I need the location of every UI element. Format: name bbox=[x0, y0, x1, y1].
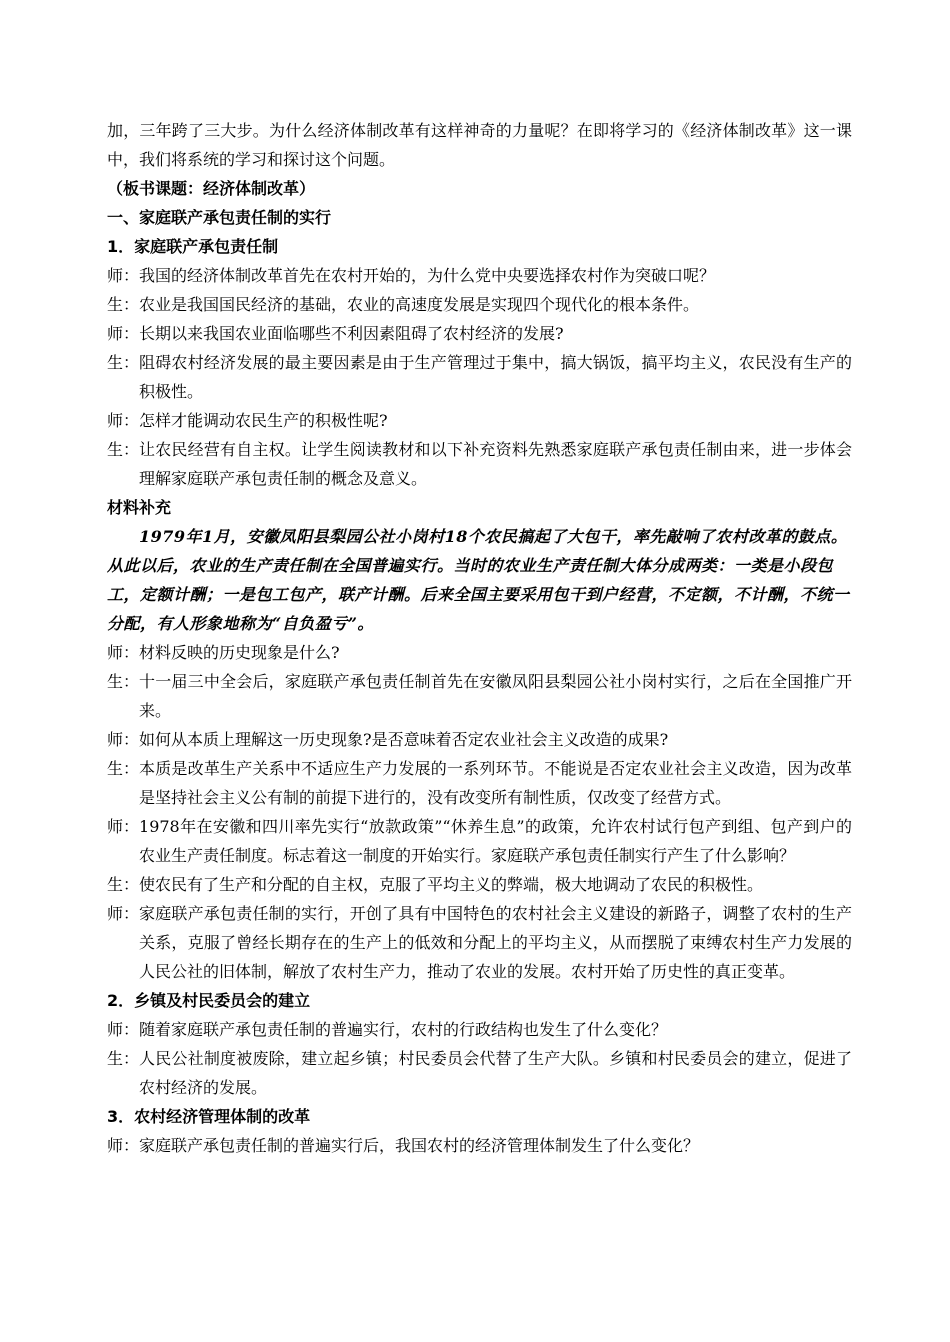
dialogue-line bbox=[107, 1131, 852, 1160]
speaker-label: 师： bbox=[107, 1020, 140, 1039]
dialogue-text: 家庭联产承包责任制的实行，开创了具有中国特色的农村社会主义建设的新路子，调整了农村的生产关系，克服了曾经长期存在的生产上的低效和分配上的平均主义，从而摆脱了束缚农村生产力发展的人民公社的旧体制，解放了农村生产力，推动了农业的发展。农村开始了历史性的真正变革。 bbox=[139, 904, 852, 981]
speaker-label: 生： bbox=[107, 759, 140, 778]
speaker-label: 生： bbox=[107, 672, 140, 691]
dialogue-line bbox=[107, 406, 852, 435]
speaker-label: 师： bbox=[107, 324, 140, 343]
speaker-label: 师： bbox=[107, 1136, 140, 1155]
speaker-label: 师： bbox=[107, 817, 140, 836]
subsection-title-1: 1．家庭联产承包责任制 bbox=[107, 237, 279, 256]
dialogue-line bbox=[107, 870, 852, 899]
dialogue-line bbox=[107, 261, 852, 290]
dialogue-block-3 bbox=[107, 1015, 852, 1102]
dialogue-line bbox=[107, 1015, 852, 1044]
dialogue-text: 材料反映的历史现象是什么? bbox=[139, 643, 340, 662]
dialogue-text: 长期以来我国农业面临哪些不利因素阻碍了农村经济的发展? bbox=[139, 324, 564, 343]
board-title: （板书课题：经济体制改革） bbox=[107, 179, 316, 198]
dialogue-line bbox=[107, 638, 852, 667]
dialogue-line bbox=[107, 812, 852, 870]
dialogue-line bbox=[107, 754, 852, 812]
material-text: 1979年1月，安徽凤阳县梨园公社小岗村18个农民搞起了大包干，率先敲响了农村改革的鼓点。从此以后，农业的生产责任制在全国普遍实行。当时的农业生产责任制大体分成两类：一类是小段包工，定额计酬；一是包工包产，联产计酬。后来全国主要采用包干到户经营，不定额，不计酬，不统一分配，有人形象地称为“自负盈亏”。 bbox=[107, 527, 850, 633]
intro-paragraph: 加，三年跨了三大步。为什么经济体制改革有这样神奇的力量呢？在即将学习的《经济体制改革》这一课中，我们将系统的学习和探讨这个问题。 bbox=[107, 121, 852, 169]
dialogue-text: 人民公社制度被废除，建立起乡镇；村民委员会代替了生产大队。乡镇和村民委员会的建立，促进了农村经济的发展。 bbox=[139, 1049, 852, 1097]
subsection-title-3: 3．农村经济管理体制的改革 bbox=[107, 1107, 311, 1126]
dialogue-text: 我国的经济体制改革首先在农村开始的，为什么党中央要选择农村作为突破口呢？ bbox=[139, 266, 716, 285]
dialogue-text: 怎样才能调动农民生产的积极性呢? bbox=[139, 411, 388, 430]
speaker-label: 生： bbox=[107, 1049, 140, 1068]
speaker-label: 师： bbox=[107, 266, 140, 285]
dialogue-line bbox=[107, 725, 852, 754]
dialogue-line bbox=[107, 348, 852, 406]
dialogue-line bbox=[107, 290, 852, 319]
dialogue-line bbox=[107, 899, 852, 986]
dialogue-text: 随着家庭联产承包责任制的普遍实行，农村的行政结构也发生了什么变化？ bbox=[139, 1020, 668, 1039]
dialogue-text: 本质是改革生产关系中不适应生产力发展的一系列环节。不能说是否定农业社会主义改造，因为改革是坚持社会主义公有制的前提下进行的，没有改变所有制性质，仅改变了经营方式。 bbox=[139, 759, 852, 807]
speaker-label: 生： bbox=[107, 875, 140, 894]
dialogue-text: 农业是我国国民经济的基础，农业的高速度发展是实现四个现代化的根本条件。 bbox=[139, 295, 700, 314]
speaker-label: 师： bbox=[107, 730, 140, 749]
dialogue-text: 使农民有了生产和分配的自主权，克服了平均主义的弊端，极大地调动了农民的积极性。 bbox=[139, 875, 764, 894]
dialogue-text: 家庭联产承包责任制的普遍实行后，我国农村的经济管理体制发生了什么变化？ bbox=[139, 1136, 700, 1155]
dialogue-text: 1978年在安徽和四川率先实行“放款政策”“休养生息”的政策，允许农村试行包产到组、包产到户的农业生产责任制度。标志着这一制度的开始实行。家庭联产承包责任制实行产生了什么影响？ bbox=[139, 817, 852, 865]
dialogue-block-1 bbox=[107, 261, 852, 493]
dialogue-block-2 bbox=[107, 638, 852, 986]
dialogue-block-4 bbox=[107, 1131, 852, 1160]
speaker-label: 师： bbox=[107, 643, 140, 662]
document-page bbox=[107, 116, 852, 1160]
material-heading: 材料补充 bbox=[107, 498, 172, 517]
dialogue-line bbox=[107, 319, 852, 348]
speaker-label: 师： bbox=[107, 411, 140, 430]
dialogue-line bbox=[107, 1044, 852, 1102]
dialogue-line bbox=[107, 667, 852, 725]
speaker-label: 生： bbox=[107, 440, 140, 459]
dialogue-line bbox=[107, 435, 852, 493]
speaker-label: 生： bbox=[107, 353, 140, 372]
section-title: 一、家庭联产承包责任制的实行 bbox=[107, 208, 332, 227]
dialogue-text: 十一届三中全会后，家庭联产承包责任制首先在安徽凤阳县梨园公社小岗村实行，之后在全国推广开来。 bbox=[139, 672, 852, 720]
speaker-label: 师： bbox=[107, 904, 140, 923]
speaker-label: 生： bbox=[107, 295, 140, 314]
dialogue-text: 让农民经营有自主权。让学生阅读教材和以下补充资料先熟悉家庭联产承包责任制由来，进一步体会理解家庭联产承包责任制的概念及意义。 bbox=[139, 440, 852, 488]
dialogue-text: 阻碍农村经济发展的最主要因素是由于生产管理过于集中，搞大锅饭，搞平均主义，农民没有生产的积极性。 bbox=[139, 353, 852, 401]
dialogue-text: 如何从本质上理解这一历史现象?是否意味着否定农业社会主义改造的成果? bbox=[139, 730, 669, 749]
subsection-title-2: 2．乡镇及村民委员会的建立 bbox=[107, 991, 311, 1010]
